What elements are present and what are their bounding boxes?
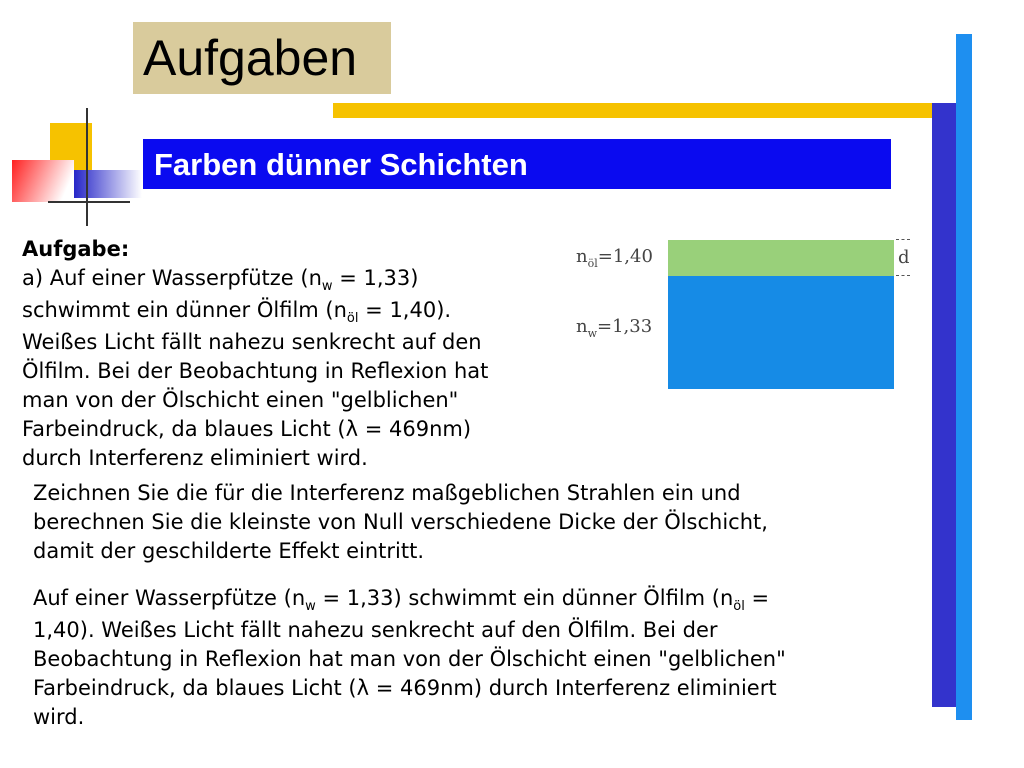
subscript: w — [305, 599, 316, 614]
instruction-paragraph — [33, 479, 913, 566]
task-line: Farbeindruck, da blaues Licht (λ = 469nm) — [22, 417, 472, 441]
text-span: n — [576, 316, 588, 337]
task-line — [22, 296, 582, 328]
paragraph-line: damit der geschilderte Effekt eintritt. — [33, 539, 425, 563]
thickness-marker-bottom — [896, 275, 910, 276]
subscript: w — [321, 279, 333, 294]
text-span: =1,33 — [597, 316, 653, 337]
subscript: öl — [733, 599, 745, 614]
subscript: öl — [346, 311, 359, 326]
subscript: w — [587, 327, 598, 340]
thickness-label: d — [898, 247, 910, 268]
oil-index-label — [576, 246, 653, 270]
task-line — [22, 264, 582, 296]
text-span: = 1,33) — [332, 266, 419, 290]
accent-bar-light-blue — [956, 34, 972, 720]
subscript: öl — [587, 257, 598, 270]
accent-bar-dark-blue — [932, 103, 956, 707]
paragraph-line: 1,40). Weißes Licht fällt nahezu senkrecht auf den Ölfilm. Bei der — [33, 618, 718, 642]
text-span: a) Auf einer Wasserpfütze (n — [22, 266, 322, 290]
accent-bar-yellow — [333, 103, 953, 118]
decorative-logo — [12, 108, 142, 228]
text-span: = — [744, 586, 770, 610]
task-line: durch Interferenz eliminiert wird. — [22, 446, 368, 470]
text-span: n — [576, 246, 588, 267]
text-span: = 1,40). — [358, 298, 452, 322]
task-line: Ölfilm. Bei der Beobachtung in Reflexion hat — [22, 359, 489, 383]
paragraph-line: Farbeindruck, da blaues Licht (λ = 469nm) durch Interferenz eliminiert — [33, 676, 777, 700]
task-line: man von der Ölschicht einen "gelblichen" — [22, 388, 459, 412]
paragraph-line: Beobachtung in Reflexion hat man von der Ölschicht einen "gelblichen" — [33, 647, 786, 671]
subtitle: Farben dünner Schichten — [154, 147, 528, 182]
oil-film-layer — [668, 240, 894, 276]
text-span: schwimmt ein dünner Ölfilm (n — [22, 298, 347, 322]
task-block — [22, 235, 582, 473]
water-index-label — [576, 316, 653, 340]
text-span: =1,40 — [597, 246, 653, 267]
repeat-paragraph — [33, 584, 913, 732]
paragraph-line: Zeichnen Sie die für die Interferenz maßgeblichen Strahlen ein und — [33, 481, 741, 505]
thickness-marker-top — [896, 239, 910, 240]
task-heading: Aufgabe: — [22, 237, 130, 261]
text-span: Auf einer Wasserpfütze (n — [33, 586, 306, 610]
water-layer — [668, 276, 894, 389]
paragraph-line: wird. — [33, 705, 85, 729]
task-line: Weißes Licht fällt nahezu senkrecht auf den — [22, 330, 482, 354]
paragraph-line: berechnen Sie die kleinste von Null verschiedene Dicke der Ölschicht, — [33, 510, 768, 534]
page-title: Aufgaben — [143, 30, 358, 86]
text-span: = 1,33) schwimmt ein dünner Ölfilm (n — [315, 586, 734, 610]
paragraph-line — [33, 584, 913, 616]
